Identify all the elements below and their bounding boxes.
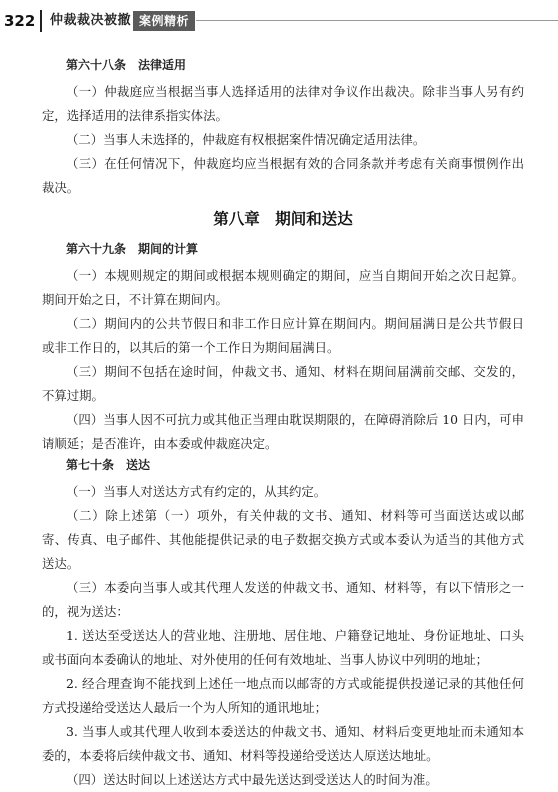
book-title: 仲裁裁决被撤 [50,13,132,28]
article-70-item-1: 1. 送达至受送达人的营业地、注册地、居住地、户籍登记地址、身份证地址、口头或书面向本委确认的地址、对外使用的任何有效地址、当事人协议中列明的地址； [42,628,524,667]
article-70-paragraph-3: （三）本委向当事人或其代理人发送的仲裁文书、通知、材料等，有以下情形之一的，视为送达： [42,580,524,619]
header-divider [40,10,42,32]
article-68-title: 第六十八条 法律适用 [66,58,187,72]
article-70-item-3: 3. 当事人或其代理人收到本委送达的仲裁文书、通知、材料后变更地址而未通知本委的，本委将后续仲裁文书、通知、材料等投递给受送达人原送达地址。 [42,724,524,763]
article-68-paragraph-2: （二）当事人未选择的，仲裁庭有权根据案件情况确定适用法律。 [66,132,426,147]
chapter-8-title: 第八章 期间和送达 [213,209,353,228]
page-number: 322 [4,12,36,30]
article-69-paragraph-2: （二）期间内的公共节假日和非工作日应计算在期间内。期间届满日是公共节假日或非工作日的，以其后的第一个工作日为期间届满日。 [42,316,524,355]
section-badge: 案例精析 [133,11,195,31]
article-70-paragraph-4: （四）送达时间以上述送达方式中最先送达到受送达人的时间为准。 [66,772,438,787]
header-rule [196,20,558,21]
article-69-paragraph-4: （四）当事人因不可抗力或其他正当理由耽误期限的，在障碍消除后 10 日内，可申请顺延；是否准许，由本委或仲裁庭决定。 [42,412,524,451]
article-70-item-2: 2. 经合理查询不能找到上述任一地点而以邮寄的方式或能提供投递记录的其他任何方式投递给受送达人最后一个为人所知的通讯地址； [42,676,524,715]
article-68-paragraph-1: （一）仲裁庭应当根据当事人选择适用的法律对争议作出裁决。除非当事人另有约定，选择适用的法律系指实体法。 [42,84,524,123]
article-70-paragraph-2: （二）除上述第（一）项外，有关仲裁的文书、通知、材料等可当面送达或以邮寄、传真、电子邮件、其他能提供记录的电子数据交换方式或本委认为适当的其他方式送达。 [42,508,524,571]
article-70-title: 第七十条 送达 [66,458,151,472]
page-body [42,56,524,792]
page-header [0,8,558,34]
article-68-paragraph-3: （三）在任何情况下，仲裁庭均应当根据有效的合同条款并考虑有关商事惯例作出裁决。 [42,156,524,195]
article-69-paragraph-1: （一）本规则规定的期间或根据本规则确定的期间，应当自期间开始之次日起算。期间开始之日，不计算在期间内。 [42,268,524,307]
article-69-paragraph-3: （三）期间不包括在途时间，仲裁文书、通知、材料在期间届满前交邮、交发的，不算过期。 [42,364,524,403]
article-70-paragraph-1: （一）当事人对送达方式有约定的，从其约定。 [66,484,327,499]
article-69-title: 第六十九条 期间的计算 [66,242,199,256]
